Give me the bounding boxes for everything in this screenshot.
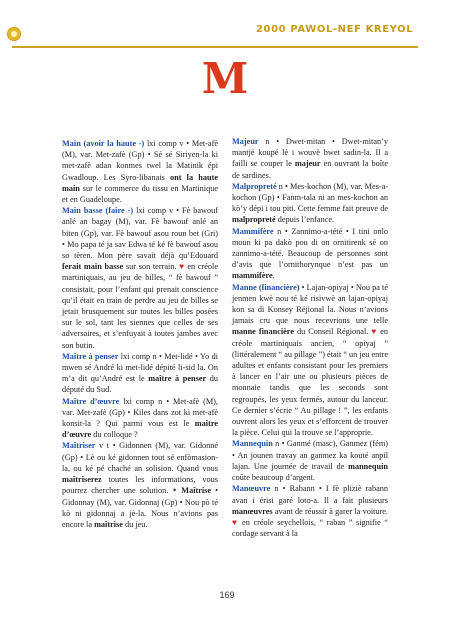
page-number: 169	[219, 590, 235, 600]
headword: Majeur	[232, 137, 259, 146]
entry: Maître d’œuvre lxi comp n • Met-afè (M), var. Met-zafè (Gp) • Kiles dans zot ki met-afè konsit-la ? Qui parmi vous est le maître d’œuvre du colloque ?	[62, 396, 218, 440]
heart-icon: ♥	[179, 262, 185, 272]
entry: Majeur n • Dwet-mitan • Dwet-mitan’y mantjé koupé lè i wouvè bwet sadin-la. Il a failli se couper le majeur en ouvrant la boîte de sardines.	[232, 137, 388, 180]
entry: Manœuvre n • Rabann • I fè pliziè rabann avan i érisi garé loto-a. Il a fait plusieurs manœuvres avant de réussir à garer la voiture. ♥ en créole seychellois, “ raban ” signifie “ cordage servant à la	[232, 484, 388, 539]
headword: Maître à penser	[62, 351, 119, 361]
headword: Manne (financière)	[232, 282, 300, 292]
heart-icon: ♥	[232, 517, 239, 527]
headword: Main (avoir la haute -)	[62, 139, 145, 148]
entry: Mannequin n • Ganmé (masc), Ganmez (fém) • An jounen travay an ganmez ka kouté anpil lajan. Une journée de travail de mannequin coûte beaucoup d’argent.	[232, 439, 388, 483]
entry: Maîtriser v t • Gidonnen (M), var. Gidonné (Gp) • Lè ou ké gidonnen tout sé enfòmasion-la, ou ké pé chaché an solision. Quand vous maîtriserez toutes les informations, vous pourrez chercher une solution. ‣ Maîtrise • Gidonnay (M), var. Gidonnaj (Gp) • Nou pò té kò ni gidonnaj a jè-la. Nous n’avions pas encore la maîtrise du jeu.	[62, 441, 219, 529]
sun-logo-icon	[7, 27, 21, 41]
entry: Malpropreté n • Mes-kochon (M), var. Mes-a-kochon (Gp) • Fanm-tala ni an mes-kochon an kò’y dépi i tou piti. Cette femme fait preuve de malpropreté depuis l’enfance.	[232, 181, 388, 225]
right-column	[232, 136, 388, 539]
heart-icon: ♥	[371, 327, 378, 337]
running-title: 2000 PAWOL-NEF KREYOL	[256, 24, 414, 35]
header-rule	[12, 46, 418, 48]
headword: Maîtriser	[62, 441, 96, 451]
headword: Malpropreté	[232, 181, 277, 191]
entry: Main (avoir la haute -) lxi comp v • Met-afè (M), var. Met-zafè (Gp) • Sé sé Siriyen-la ki met-zafè adan konmes twel la Matinik épi Gwadloup. Les Syro-libanais ont la haute main sur le commerce du tissu en Martinique et en Guadeloupe.	[62, 139, 218, 205]
left-column	[62, 138, 218, 530]
entry: Main basse (faire -) lxi comp v • Fè bawouf anlé an bagay (M), var. Fè bawouf anlé an biten (Gp), var. Fè bawouf asou roun bet (Gri) • Mo papa té ja sav Edwa té ké fè bawouf asou so tèren. Mon père savait déjà qu’Edouard ferait main basse sur son terrain. ♥ en créole martiniquais, au jeu de billes, “ fè bawouf ” consistait, pour l’enfant qui prenait conscience qu’il était en train de perdre au jeu de billes se jetait brusquement sur toutes les billes posées sur le sol, tant les siennes que celles de ses adversaires, et s’enfuyait à toutes jambes avec son butin.	[62, 206, 219, 350]
headword: Maître d’œuvre	[62, 396, 120, 406]
headword: Mammifère	[232, 226, 274, 236]
entry: Maître à penser lxi comp n • Met-lidé • Yo di mwen sé André ki met-lidé dépité li-sid la. On m’a dit qu’André est le maître à penser du député du Sud.	[62, 351, 218, 395]
entry: Mammifère n • Zannimo-a-tété • I tini onlo moun ki pa dakò pou di on ornitirenk sé on zannimo-a-tété. Beaucoup de personnes sont d’avis que l’ornithorynque n’est pas un mammifère.	[232, 226, 388, 281]
headword: Manœuvre	[232, 484, 271, 494]
headword: Mannequin	[232, 439, 273, 449]
section-letter: M	[201, 54, 249, 103]
entry: Manne (financière) • Lajan-opiyaj • Nou pa té jenmen kwè nou té ké risivwè an lajan-opiyaj kon sa di Konsey Réjional la. Nous n’avions jamais cru que nous recevrions une telle manne financière du Conseil Régional. ♥ en créole martiniquais ancien, “ opiyaj ” (littéralement “ au pillage ”) était “ un jeu entre adultes et enfants consistant pour les premiers à lancer en l’air une ou plusieurs pièces de monnaie tandis que les seconds sont regroupés, les yeux fermés, autour du lanceur. Ce dernier s’écrie “ Au pillage ! ”, les enfants ouvrent alors les yeux et s’efforcent de trouver la pièce. Celui qui la trouve se l’approprie.	[232, 282, 389, 438]
headword: Main basse (faire -)	[62, 206, 134, 216]
